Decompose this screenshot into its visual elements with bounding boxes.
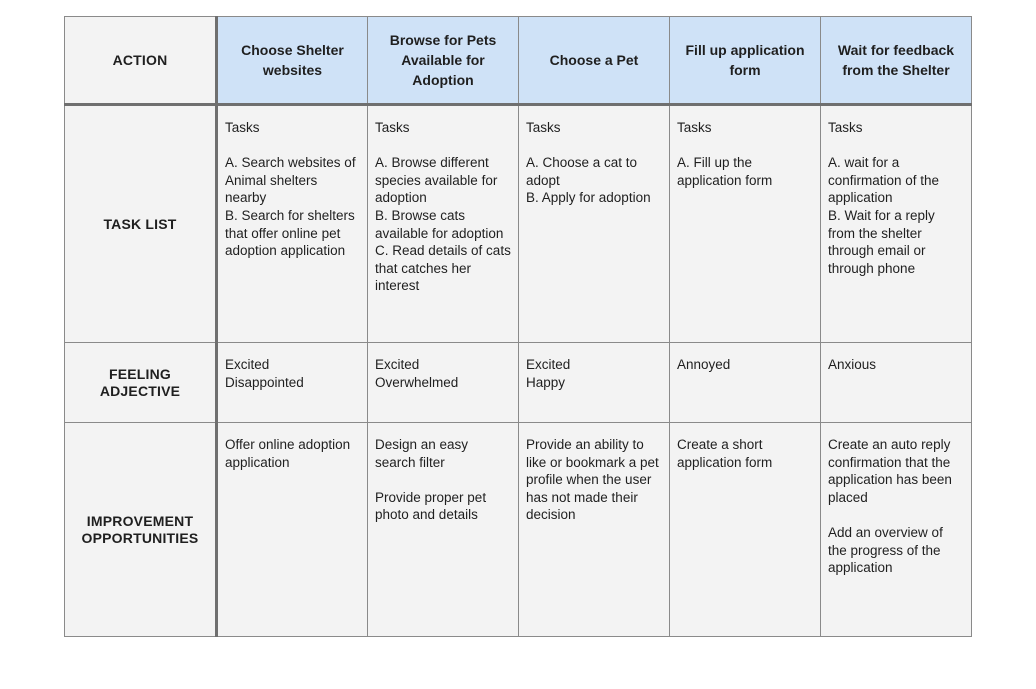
improvement-item: Provide proper pet photo and details: [375, 489, 487, 523]
task-cell-title: Tasks: [677, 120, 712, 135]
feeling-cell-3: [519, 343, 670, 423]
stage-header-1: Choose Shelter websites: [217, 17, 368, 105]
task-list-row-label: TASK LIST: [65, 105, 217, 343]
feeling-row: [65, 343, 972, 423]
feeling-row-label: FEELING ADJECTIVE: [65, 343, 217, 423]
task-list: [677, 154, 814, 189]
task-list-row: [65, 105, 972, 343]
improvement-item: Add an overview of the progress of the application: [828, 524, 943, 576]
task-item: B. Search for shelters that offer online pet adoption application: [225, 207, 355, 259]
improvement-item: Provide an ability to like or bookmark a pet profile when the user has not made their decision: [526, 437, 659, 523]
task-item: A. Search websites of Animal shelters nearby: [225, 155, 356, 206]
task-cell-3: [519, 105, 670, 343]
stage-header-4: Fill up application form: [670, 17, 821, 105]
stage-header-5: Wait for feedback from the Shelter: [821, 17, 972, 105]
feeling-cell-1: [217, 343, 368, 423]
improvement-cell-2: [368, 423, 519, 637]
task-item: A. Browse different species available for adoption: [375, 155, 498, 206]
improvement-row: [65, 423, 972, 637]
task-item: B. Apply for adoption: [526, 190, 651, 206]
task-item: A. Fill up the application form: [677, 155, 773, 188]
improvement-cell-1: [217, 423, 368, 637]
task-cell-title: Tasks: [828, 120, 863, 135]
action-header-row: [65, 17, 972, 105]
task-list: [526, 154, 663, 207]
improvement-item: Create an auto reply confirmation that the application has been placed: [828, 437, 952, 505]
improvement-item: Offer online adoption application: [225, 437, 351, 470]
improvement-row-label: IMPROVEMENT OPPORTUNITIES: [65, 423, 217, 637]
task-item: B. Browse cats available for adoption: [375, 207, 504, 241]
feeling-word: Anxious: [828, 357, 877, 372]
feeling-word: Disappointed: [225, 374, 304, 390]
feeling-cell-5: [821, 343, 972, 423]
improvement-item: Create a short application form: [677, 437, 773, 470]
task-list: [225, 154, 361, 260]
stage-header-3: Choose a Pet: [519, 17, 670, 105]
feeling-cell-2: [368, 343, 519, 423]
improvement-cell-3: [519, 423, 670, 637]
task-item: A. Choose a cat to adopt: [526, 155, 638, 188]
task-item: C. Read details of cats that catches her interest: [375, 243, 511, 294]
feeling-word: Excited: [375, 357, 420, 372]
improvement-item: Design an easy search filter: [375, 437, 469, 470]
feeling-word: Overwhelmed: [375, 374, 459, 390]
task-list: [828, 154, 965, 277]
improvement-cell-5: [821, 423, 972, 637]
feeling-word: Excited: [526, 357, 571, 372]
task-item: A. wait for a confirmation of the application: [828, 155, 940, 206]
task-item: B. Wait for a reply from the shelter through email or through phone: [828, 207, 935, 276]
feeling-cell-4: [670, 343, 821, 423]
task-cell-4: [670, 105, 821, 343]
task-cell-title: Tasks: [526, 120, 561, 135]
task-cell-1: [217, 105, 368, 343]
task-list: [375, 154, 512, 295]
feeling-word: Excited: [225, 357, 270, 372]
task-cell-title: Tasks: [225, 120, 260, 135]
stage-header-2: Browse for Pets Available for Adoption: [368, 17, 519, 105]
task-cell-2: [368, 105, 519, 343]
improvement-cell-4: [670, 423, 821, 637]
journey-map-table: [64, 16, 972, 637]
action-row-label: ACTION: [65, 17, 217, 105]
task-cell-title: Tasks: [375, 120, 410, 135]
feeling-word: Annoyed: [677, 357, 731, 372]
feeling-word: Happy: [526, 374, 566, 390]
task-cell-5: [821, 105, 972, 343]
